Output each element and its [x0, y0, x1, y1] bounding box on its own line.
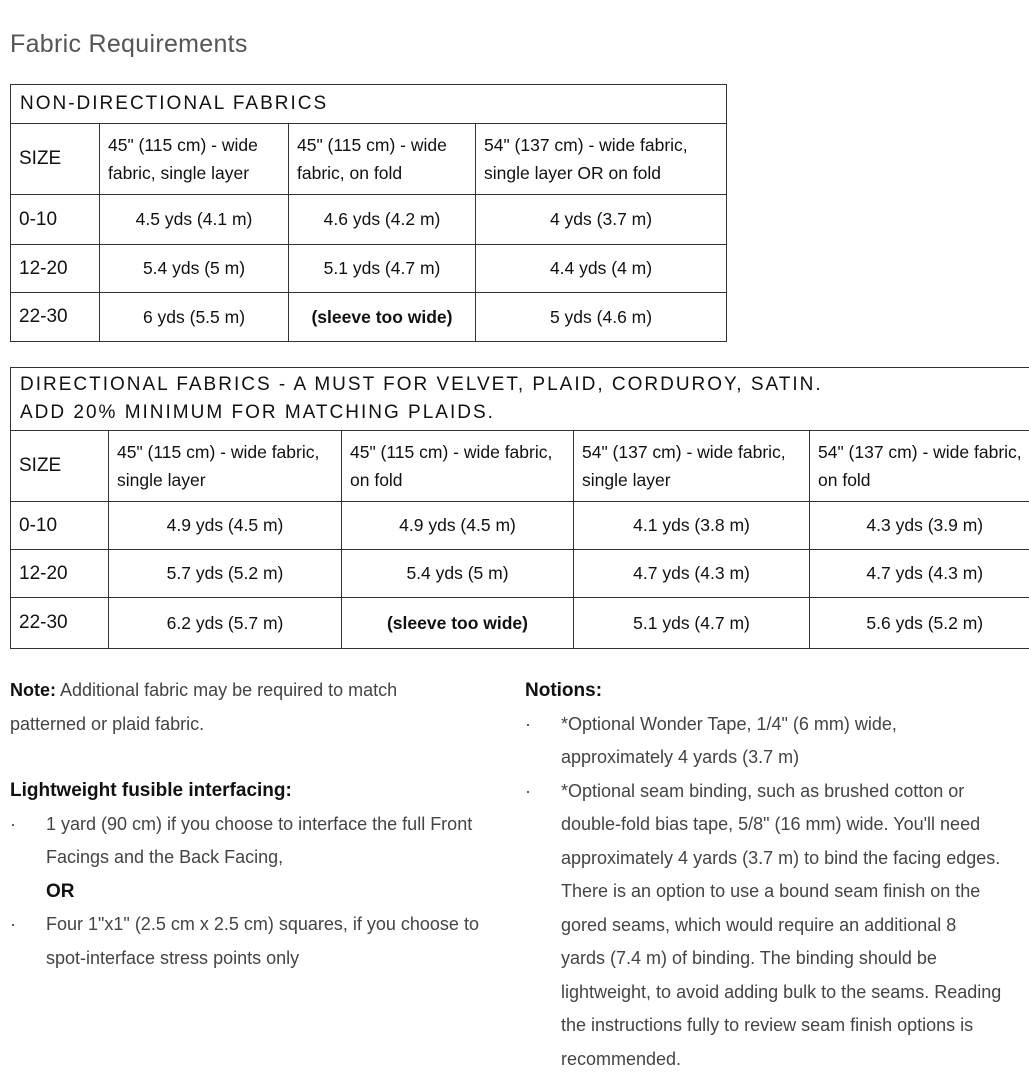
- or-label: OR: [10, 875, 480, 909]
- table-cell: 4 yds (3.7 m): [476, 195, 727, 245]
- table-cell: 6 yds (5.5 m): [100, 293, 289, 342]
- list-item-text: Four 1"x1" (2.5 cm x 2.5 cm) squares, if you choose to spot-interface stress points only: [46, 914, 479, 968]
- column-header-size: SIZE: [11, 124, 100, 195]
- table-cell: 4.9 yds (4.5 m): [342, 502, 574, 550]
- table-caption: NON-DIRECTIONAL FABRICS: [11, 85, 727, 124]
- table-row: [11, 550, 1029, 598]
- size-cell: 12-20: [11, 245, 100, 293]
- table-cell: 4.7 yds (4.3 m): [574, 550, 810, 598]
- column-header: 45" (115 cm) - wide fabric, on fold: [289, 124, 476, 195]
- table-cell: 4.6 yds (4.2 m): [289, 195, 476, 245]
- table-cell: 5.1 yds (4.7 m): [574, 598, 810, 649]
- table-cell: (sleeve too wide): [342, 598, 574, 649]
- list-item: [10, 808, 480, 875]
- table-row: [11, 245, 727, 293]
- table-cell: 5.7 yds (5.2 m): [109, 550, 342, 598]
- list-item: [525, 775, 1003, 1076]
- table-cell: 4.3 yds (3.9 m): [810, 502, 1029, 550]
- list-item: [10, 908, 480, 975]
- column-header: 54" (137 cm) - wide fabric, on fold: [810, 431, 1029, 502]
- column-header: 45" (115 cm) - wide fabric, on fold: [342, 431, 574, 502]
- caption-line-1: DIRECTIONAL FABRICS - A MUST FOR VELVET, PLAID, CORDUROY, SATIN.: [20, 371, 1029, 399]
- column-header: 45" (115 cm) - wide fabric, single layer: [100, 124, 289, 195]
- table-row: [11, 502, 1029, 550]
- table-cell: 5.6 yds (5.2 m): [810, 598, 1029, 649]
- caption-line-2: ADD 20% MINIMUM FOR MATCHING PLAIDS.: [20, 399, 1029, 427]
- column-header: 45" (115 cm) - wide fabric, single layer: [109, 431, 342, 502]
- table-row: [11, 598, 1029, 649]
- table-cell: (sleeve too wide): [289, 293, 476, 342]
- size-cell: 0-10: [11, 502, 109, 550]
- table-cell: 5 yds (4.6 m): [476, 293, 727, 342]
- table-cell: 5.4 yds (5 m): [342, 550, 574, 598]
- note-block: [10, 674, 470, 741]
- table-cell: 4.1 yds (3.8 m): [574, 502, 810, 550]
- note-label: Note:: [10, 680, 56, 700]
- column-header: 54" (137 cm) - wide fabric, single layer: [574, 431, 810, 502]
- size-cell: 0-10: [11, 195, 100, 245]
- list-item: [525, 708, 1003, 775]
- bullet: ·: [525, 708, 531, 742]
- column-header-size: SIZE: [11, 431, 109, 502]
- bullet: ·: [10, 908, 16, 942]
- table-row: [11, 195, 727, 245]
- page-title: Fabric Requirements: [10, 30, 248, 59]
- table-cell: 5.1 yds (4.7 m): [289, 245, 476, 293]
- bullet: ·: [10, 808, 16, 842]
- non-directional-table: [10, 84, 727, 342]
- table-cell: 6.2 yds (5.7 m): [109, 598, 342, 649]
- list-item-text: *Optional Wonder Tape, 1/4" (6 mm) wide, approximately 4 yards (3.7 m): [561, 714, 897, 768]
- size-cell: 12-20: [11, 550, 109, 598]
- bullet: ·: [525, 775, 531, 809]
- interfacing-block: [10, 774, 480, 975]
- interfacing-heading: Lightweight fusible interfacing:: [10, 774, 480, 808]
- note-text: Additional fabric may be required to match patterned or plaid fabric.: [10, 680, 397, 734]
- size-cell: 22-30: [11, 598, 109, 649]
- list-item-text: 1 yard (90 cm) if you choose to interface the full Front Facings and the Back Facing,: [46, 814, 472, 868]
- table-cell: 4.7 yds (4.3 m): [810, 550, 1029, 598]
- list-item-text: *Optional seam binding, such as brushed cotton or double-fold bias tape, 5/8" (16 mm) wide. You'll need approximately 4 yards (3.7 m) to bind the facing edges. There is an option to use a bound seam finish on the gored seams, which would require an additional 8 yards (7.4 m) of binding. The binding should be lightweight, to avoid adding bulk to the seams. Reading the instructions fully to review seam finish options is recommended.: [561, 781, 1001, 1069]
- directional-table: [10, 367, 1029, 649]
- size-cell: 22-30: [11, 293, 100, 342]
- table-caption: [11, 368, 1029, 431]
- table-row: [11, 293, 727, 342]
- table-cell: 4.4 yds (4 m): [476, 245, 727, 293]
- column-header: 54" (137 cm) - wide fabric, single layer OR on fold: [476, 124, 727, 195]
- table-cell: 4.5 yds (4.1 m): [100, 195, 289, 245]
- notions-heading: Notions:: [525, 674, 1003, 708]
- table-cell: 4.9 yds (4.5 m): [109, 502, 342, 550]
- table-cell: 5.4 yds (5 m): [100, 245, 289, 293]
- notions-block: [525, 674, 1003, 1076]
